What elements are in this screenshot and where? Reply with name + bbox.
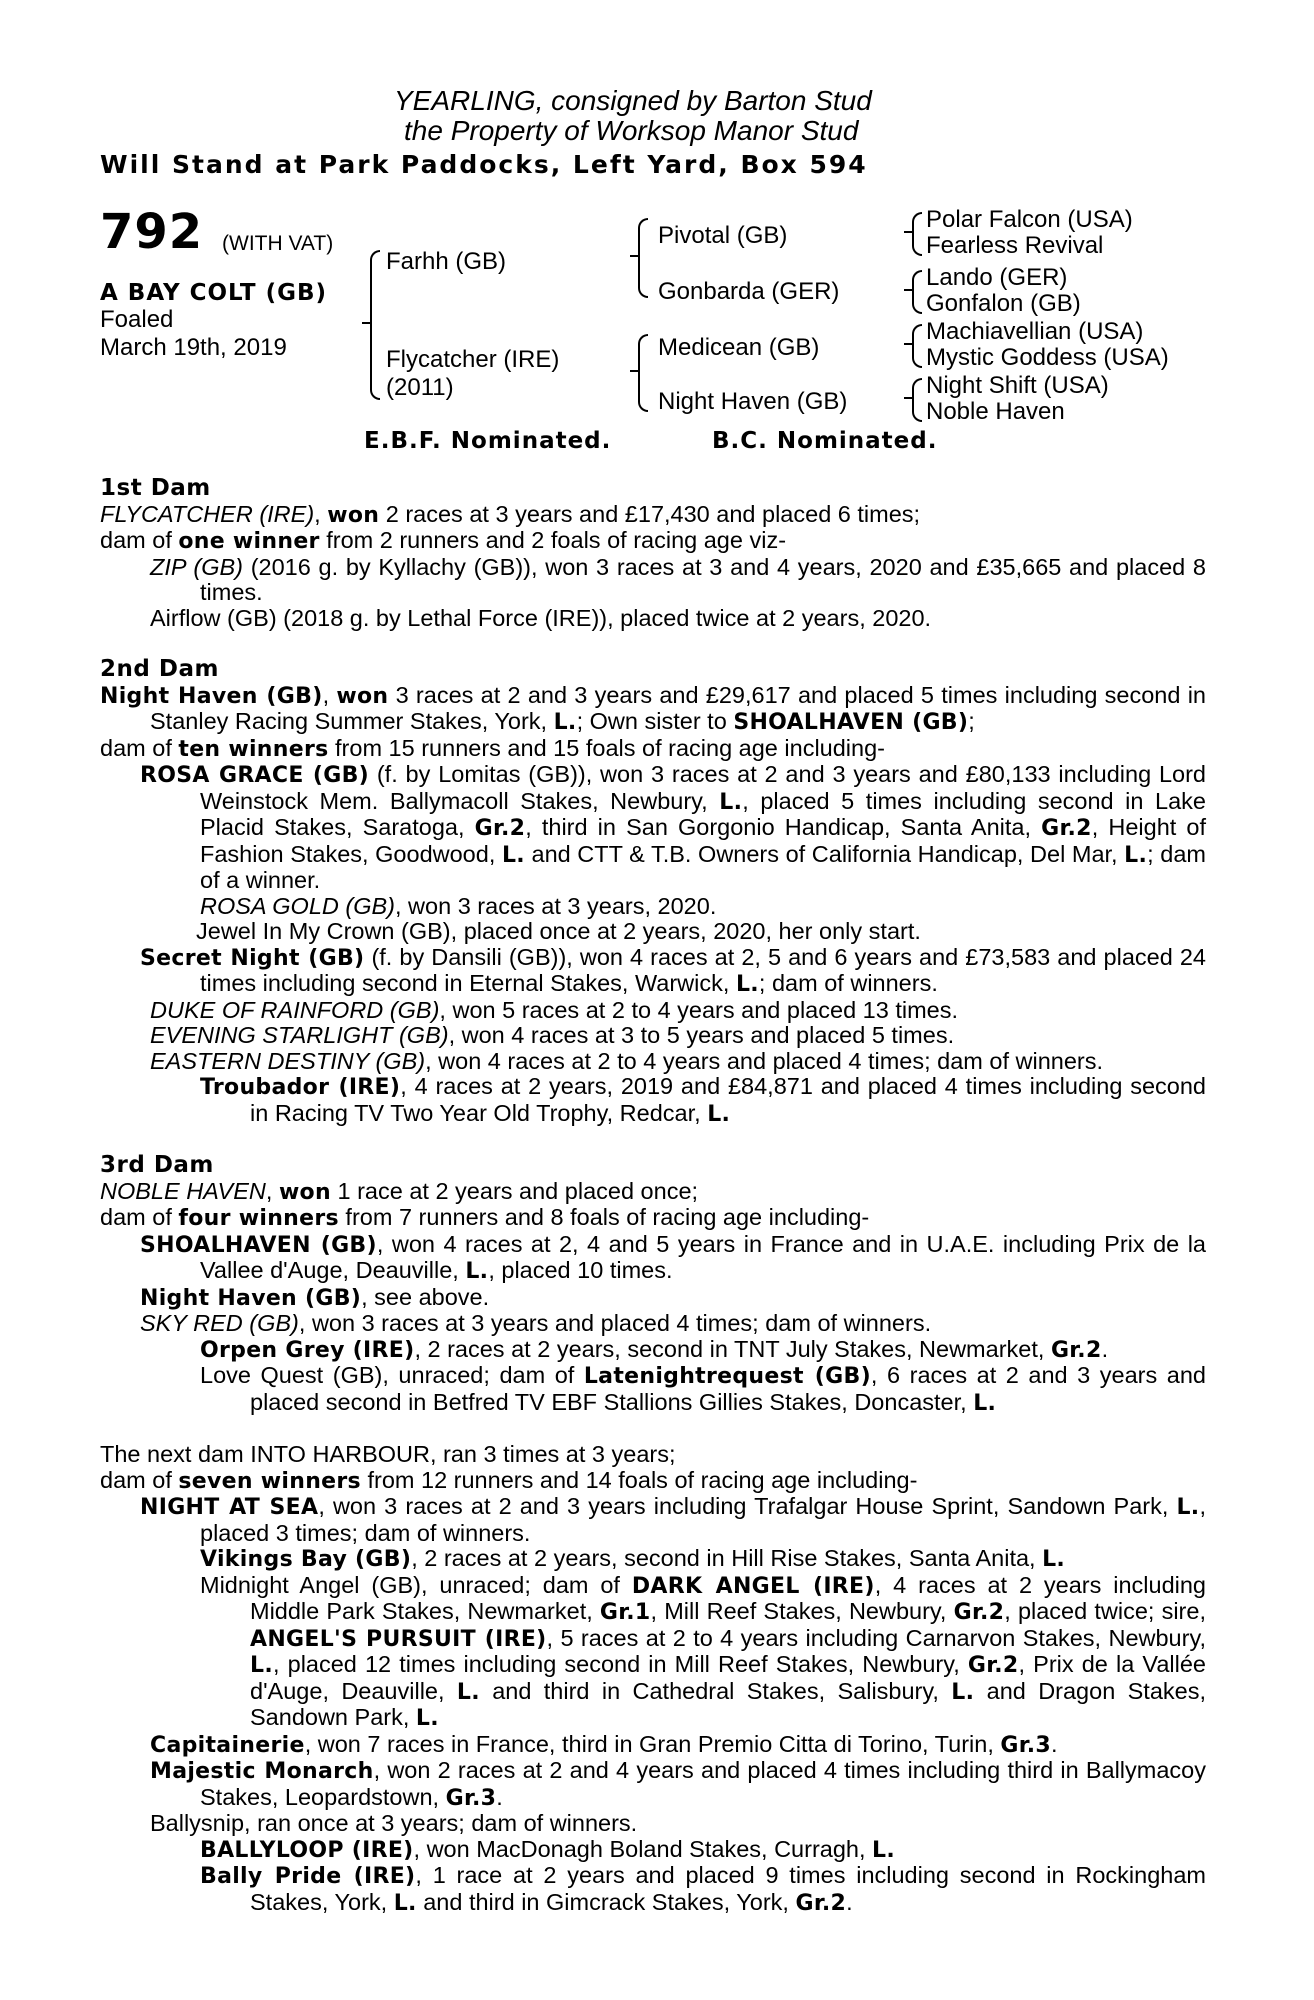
dam1-name: FLYCATCHER (IRE) bbox=[100, 500, 315, 527]
dam2-produce-item bbox=[150, 998, 1206, 1024]
horse-name: ANGEL'S PURSUIT (IRE) bbox=[250, 1626, 547, 1652]
dam4-grandproduce-item bbox=[100, 1863, 1206, 1916]
text-fragment: , won 5 races at 2 to 4 years and placed 13 times. bbox=[439, 996, 959, 1023]
text-fragment: , placed 10 times. bbox=[488, 1257, 673, 1283]
race-grade: L. bbox=[973, 1390, 997, 1416]
ebf-nomination: E.B.F. Nominated. bbox=[364, 428, 612, 454]
dam2-record bbox=[100, 683, 1206, 736]
dam2-grandproduce-item bbox=[200, 894, 1206, 920]
dam4-grandproduce-item bbox=[100, 1573, 1206, 1732]
text-fragment: ; dam of a winner. bbox=[200, 840, 1206, 893]
pedigree-brace-dam-point bbox=[630, 370, 638, 372]
text-fragment: , won 3 races at 3 years, 2020. bbox=[395, 892, 717, 919]
race-grade: Gr.3 bbox=[1000, 1732, 1052, 1758]
text-fragment: , won 2 races at 2 and 4 years and placed 4 times including third in Ballymacoy Stakes, Leopardstown, bbox=[200, 1757, 1206, 1810]
dam3-produce-summary bbox=[100, 1205, 1206, 1232]
pedigree-brace-g56-point bbox=[904, 343, 912, 345]
text-fragment: , Mill Reef Stakes, Newbury, bbox=[650, 1598, 954, 1624]
text-fragment: from 12 runners and 14 foals of racing age including- bbox=[360, 1466, 918, 1493]
dam3-record bbox=[100, 1179, 1206, 1206]
horse-name: ROSA GOLD (GB) bbox=[200, 892, 395, 919]
text-fragment: dam of bbox=[100, 527, 179, 553]
dam4-produce-item bbox=[100, 1758, 1206, 1811]
text-fragment: , 2 races at 2 years, second in Hill Rise Stakes, Santa Anita, bbox=[411, 1545, 1043, 1571]
text-fragment: Ballysnip, ran once at 3 years; dam of winners. bbox=[150, 1810, 638, 1836]
pedigree-brace-g78-point bbox=[904, 397, 912, 399]
pedigree-brace-g34 bbox=[912, 270, 922, 314]
winners-count: one winner bbox=[178, 529, 320, 554]
race-grade: L. bbox=[1176, 1495, 1200, 1520]
horse-name: Latenightrequest (GB) bbox=[583, 1364, 871, 1389]
text-fragment: , 6 races at 2 and 3 years and placed second in Betfred TV EBF Stallions Gillies Stakes, Doncaster, bbox=[250, 1362, 1206, 1415]
text-fragment: , 2 races at 2 years, second in TNT July Stakes, Newmarket, bbox=[414, 1335, 1051, 1362]
pedigree-sire: Farhh (GB) bbox=[386, 248, 507, 275]
pedigree-dam: Flycatcher (IRE) bbox=[386, 346, 560, 373]
dam3-grandproduce-item bbox=[100, 1363, 1206, 1416]
race-grade: L. bbox=[1124, 842, 1148, 868]
dam4-produce-item bbox=[100, 1494, 1206, 1546]
text-fragment: from 2 runners and 2 foals of racing age viz- bbox=[319, 527, 787, 553]
text-fragment: dam of bbox=[100, 1204, 179, 1230]
horse-name: EVENING STARLIGHT (GB) bbox=[150, 1022, 449, 1048]
race-grade: L. bbox=[501, 842, 525, 868]
pedigree-notes bbox=[100, 476, 1206, 1916]
race-grade: Gr.2 bbox=[795, 1890, 847, 1916]
dam3-produce-item bbox=[140, 1285, 1206, 1312]
dam1-produce-item bbox=[100, 555, 1206, 606]
horse-name: Capitainerie bbox=[150, 1732, 305, 1758]
race-grade: L. bbox=[951, 1679, 975, 1705]
horse-name: Majestic Monarch bbox=[150, 1759, 374, 1784]
text-fragment: and third in Gimcrack Stakes, York, bbox=[416, 1888, 796, 1915]
pedigree-dam-sire: Medicean (GB) bbox=[658, 334, 820, 361]
pedigree-brace-g56 bbox=[912, 324, 922, 368]
header-line-consignor: YEARLING, consigned by Barton Stud bbox=[394, 85, 872, 116]
dam2-grandproduce-item bbox=[100, 1074, 1206, 1127]
race-grade: Gr.2 bbox=[1050, 1337, 1102, 1363]
race-grade: L. bbox=[719, 789, 743, 815]
dam1-record bbox=[100, 502, 1206, 529]
text-fragment: dam of bbox=[100, 1466, 179, 1493]
pedigree-dam-year: (2011) bbox=[386, 374, 454, 401]
dam2-grandproduce-item bbox=[196, 919, 1206, 945]
text-fragment: , 4 races at 2 years, 2019 and £84,871 and placed 4 times including second in Racing TV Two Year Old Trophy, Redcar, bbox=[250, 1073, 1206, 1126]
pedigree-brace-sire-point bbox=[630, 255, 638, 257]
text-fragment: from 7 runners and 8 foals of racing age including- bbox=[338, 1204, 870, 1230]
race-grade: L. bbox=[707, 1101, 731, 1127]
dam2-produce-item bbox=[100, 762, 1206, 894]
text-fragment: , Height of Fashion Stakes, Goodwood, bbox=[200, 814, 1206, 867]
dam4-produce-summary bbox=[100, 1468, 1206, 1495]
foaled-label: Foaled bbox=[100, 306, 174, 333]
horse-name: Vikings Bay (GB) bbox=[200, 1547, 412, 1572]
horse-name: BALLYLOOP (IRE) bbox=[200, 1837, 414, 1863]
race-grade: L. bbox=[872, 1837, 896, 1863]
lot-number: 792 bbox=[100, 204, 204, 260]
text-fragment: (f. by Lomitas (GB)), won 3 races at 2 and 3 years and £80,133 including Lord Weinstock Mem. Ballymacoll Stakes, Newbury, bbox=[200, 761, 1207, 814]
text-fragment: ; bbox=[968, 708, 975, 734]
text-fragment: , won 4 races at 3 to 5 years and placed 5 times. bbox=[448, 1022, 955, 1048]
dam2-produce-item bbox=[150, 1049, 1206, 1075]
horse-name: SHOALHAVEN (GB) bbox=[140, 1232, 377, 1258]
pedigree-g5: Machiavellian (USA) bbox=[926, 318, 1144, 345]
horse-name: ROSA GRACE (GB) bbox=[140, 763, 370, 788]
race-grade: Gr.1 bbox=[599, 1600, 651, 1625]
pedigree-brace-g34-point bbox=[904, 289, 912, 291]
text-fragment: , won 4 races at 2, 4 and 5 years in France and in U.A.E. including Prix de la Vallee d'Auge, Deauville, bbox=[200, 1230, 1206, 1283]
winners-count: four winners bbox=[178, 1206, 339, 1231]
race-grade: L. bbox=[456, 1679, 480, 1705]
text-fragment: 3 races at 2 and 3 years and £29,617 and placed 5 times including second in Stanley Racing Summer Stakes, York, bbox=[150, 681, 1206, 734]
text-fragment: , placed twice; sire, bbox=[1004, 1598, 1206, 1624]
horse-name: Troubador (IRE) bbox=[200, 1075, 401, 1100]
pedigree-brace-sire bbox=[638, 218, 648, 298]
pedigree-brace-dam bbox=[638, 334, 648, 412]
race-grade: L. bbox=[465, 1259, 489, 1284]
text-fragment: . bbox=[1051, 1730, 1058, 1757]
text-fragment: , 5 races at 2 to 4 years including Carnarvon Stakes, Newbury, bbox=[546, 1624, 1206, 1651]
text-fragment: , won 4 races at 2 to 4 years and placed 4 times; dam of winners. bbox=[425, 1047, 1104, 1074]
horse-name: EASTERN DESTINY (GB) bbox=[150, 1047, 426, 1074]
dam3-title: 3rd Dam bbox=[100, 1152, 214, 1178]
won-label: won bbox=[327, 502, 380, 528]
text-fragment: , bbox=[314, 500, 328, 527]
race-grade: L. bbox=[415, 1706, 439, 1731]
won-label: won bbox=[278, 1179, 331, 1205]
horse-name: Secret Night (GB) bbox=[140, 945, 365, 971]
header-line-location: Will Stand at Park Paddocks, Left Yard, Box 594 bbox=[100, 150, 868, 179]
text-fragment: Love Quest (GB), unraced; dam of bbox=[200, 1362, 584, 1388]
pedigree-brace-g12 bbox=[912, 212, 922, 256]
dam2-produce-summary bbox=[100, 736, 1206, 763]
text-fragment: Jewel In My Crown (GB), placed once at 2 years, 2020, her only start. bbox=[196, 918, 921, 944]
text-fragment: , won MacDonagh Boland Stakes, Curragh, bbox=[413, 1835, 873, 1862]
lot-name: A BAY COLT (GB) bbox=[100, 280, 328, 306]
race-grade: L. bbox=[553, 710, 577, 735]
text-fragment: from 15 runners and 15 foals of racing age including- bbox=[328, 734, 885, 761]
dam4-grandproduce-item bbox=[200, 1546, 1206, 1573]
pedigree-brace-g12-point bbox=[904, 231, 912, 233]
text-fragment: . bbox=[496, 1783, 503, 1810]
dam2-produce-item bbox=[100, 945, 1206, 998]
pedigree-g2: Fearless Revival bbox=[926, 232, 1104, 259]
pedigree-brace-g78 bbox=[912, 378, 922, 422]
text-fragment: ; Own sister to bbox=[576, 708, 734, 734]
pedigree-brace-main-point bbox=[362, 322, 370, 324]
text-fragment: and third in Cathedral Stakes, Salisbury, bbox=[479, 1677, 952, 1704]
lot-vat-label: (WITH VAT) bbox=[222, 232, 334, 255]
race-grade: L. bbox=[735, 972, 759, 997]
foaled-date: March 19th, 2019 bbox=[100, 334, 287, 361]
text-fragment: , bbox=[265, 1177, 279, 1204]
won-label: won bbox=[336, 683, 389, 709]
race-grade: Gr.2 bbox=[1041, 816, 1092, 841]
race-grade: L. bbox=[393, 1890, 417, 1916]
text-fragment: , won 7 races in France, third in Gran Premio Citta di Torino, Turin, bbox=[304, 1730, 1001, 1757]
text-fragment: and Dragon Stakes, Sandown Park, bbox=[250, 1677, 1206, 1730]
race-grade: L. bbox=[250, 1653, 273, 1678]
dam3-produce-item bbox=[100, 1232, 1206, 1285]
horse-name: Night Haven (GB) bbox=[140, 1285, 362, 1311]
pedigree-dam-dam: Night Haven (GB) bbox=[658, 388, 848, 415]
winners-count: seven winners bbox=[178, 1468, 361, 1494]
dam4-produce-item bbox=[150, 1811, 1206, 1837]
race-grade: Gr.2 bbox=[967, 1653, 1019, 1678]
text-fragment: Airflow (GB) (2018 g. by Lethal Force (IRE)), placed twice at 2 years, 2020. bbox=[150, 604, 932, 631]
pedigree-g8: Noble Haven bbox=[926, 398, 1065, 425]
pedigree-g1: Polar Falcon (USA) bbox=[926, 206, 1133, 233]
horse-name: ZIP (GB) bbox=[150, 553, 243, 580]
text-fragment: , bbox=[322, 681, 337, 708]
bc-nomination: B.C. Nominated. bbox=[712, 428, 938, 454]
horse-name: Bally Pride (IRE) bbox=[200, 1864, 416, 1889]
pedigree-g4: Gonfalon (GB) bbox=[926, 290, 1081, 317]
text-fragment: , placed 3 times; dam of winners. bbox=[200, 1493, 1206, 1546]
text-fragment: , 4 races at 2 years including Middle Park Stakes, Newmarket, bbox=[250, 1571, 1206, 1624]
pedigree-g7: Night Shift (USA) bbox=[926, 372, 1109, 399]
horse-name: SHOALHAVEN (GB) bbox=[733, 710, 969, 735]
text-fragment: , placed 12 times including second in Mill Reef Stakes, Newbury, bbox=[272, 1651, 968, 1677]
text-fragment: The next dam INTO HARBOUR, ran 3 times at 3 years; bbox=[100, 1441, 676, 1467]
text-fragment: . bbox=[1101, 1335, 1109, 1362]
race-grade: Gr.2 bbox=[474, 816, 526, 841]
text-fragment: , 1 race at 2 years and placed 9 times including second in Rockingham Stakes, York, bbox=[250, 1862, 1206, 1915]
text-fragment: (2016 g. by Kyllachy (GB)), won 3 races at 3 and 4 years, 2020 and £35,665 and placed 8 times. bbox=[200, 553, 1206, 605]
pedigree-g3: Lando (GER) bbox=[926, 264, 1068, 291]
dam3-produce-item bbox=[140, 1311, 1206, 1337]
text-fragment: Midnight Angel (GB), unraced; dam of bbox=[200, 1571, 632, 1598]
pedigree-sire-sire: Pivotal (GB) bbox=[658, 222, 788, 249]
text-fragment: , third in San Gorgonio Handicap, Santa Anita, bbox=[525, 814, 1042, 840]
dam1-produce-item bbox=[100, 606, 1206, 632]
text-fragment: , placed 5 times including second in Lake Placid Stakes, Saratoga, bbox=[200, 787, 1206, 840]
dam4-record bbox=[100, 1442, 1206, 1468]
text-fragment: dam of bbox=[100, 734, 179, 761]
text-fragment: ; dam of winners. bbox=[758, 970, 938, 996]
dam4-produce-item bbox=[150, 1732, 1206, 1759]
text-fragment: , won 3 races at 2 and 3 years including Trafalgar House Sprint, Sandown Park, bbox=[318, 1493, 1177, 1519]
pedigree-sire-dam: Gonbarda (GER) bbox=[658, 278, 840, 305]
pedigree-g6: Mystic Goddess (USA) bbox=[926, 344, 1169, 371]
horse-name: SKY RED (GB) bbox=[140, 1310, 299, 1336]
text-fragment: and CTT & T.B. Owners of California Handicap, Del Mar, bbox=[524, 840, 1125, 867]
text-fragment: , Prix de la Vallée d'Auge, Deauville, bbox=[250, 1651, 1206, 1704]
race-grade: Gr.3 bbox=[445, 1785, 497, 1811]
horse-name: Night Haven (GB) bbox=[100, 683, 323, 709]
dam2-title: 2nd Dam bbox=[100, 656, 219, 682]
dam3-grandproduce-item bbox=[200, 1337, 1206, 1364]
text-fragment: 2 races at 3 years and £17,430 and placed 6 times; bbox=[379, 500, 921, 527]
race-grade: L. bbox=[1042, 1547, 1066, 1572]
text-fragment: (f. by Dansili (GB)), won 4 races at 2, 5 and 6 years and £73,583 and placed 24 times including second in Eternal Stakes, Warwick, bbox=[200, 943, 1206, 996]
pedigree-brace-main bbox=[370, 250, 380, 400]
header-line-property: the Property of Worksop Manor Stud bbox=[404, 115, 859, 146]
race-grade: Gr.2 bbox=[953, 1600, 1005, 1625]
text-fragment: 1 race at 2 years and placed once; bbox=[330, 1177, 699, 1204]
text-fragment: , see above. bbox=[361, 1283, 490, 1310]
horse-name: NIGHT AT SEA bbox=[140, 1495, 319, 1520]
horse-name: DUKE OF RAINFORD (GB) bbox=[150, 996, 440, 1023]
text-fragment: . bbox=[846, 1888, 853, 1915]
dam1-title: 1st Dam bbox=[100, 475, 211, 501]
winners-count: ten winners bbox=[178, 736, 329, 762]
dam4-grandproduce-item bbox=[200, 1837, 1206, 1864]
dam2-produce-item bbox=[150, 1023, 1206, 1049]
dam1-produce-summary bbox=[100, 528, 1206, 555]
text-fragment: , won 3 races at 3 years and placed 4 times; dam of winners. bbox=[298, 1310, 932, 1336]
horse-name: NOBLE HAVEN bbox=[100, 1177, 266, 1204]
horse-name: DARK ANGEL (IRE) bbox=[631, 1573, 875, 1599]
horse-name: Orpen Grey (IRE) bbox=[200, 1337, 415, 1363]
